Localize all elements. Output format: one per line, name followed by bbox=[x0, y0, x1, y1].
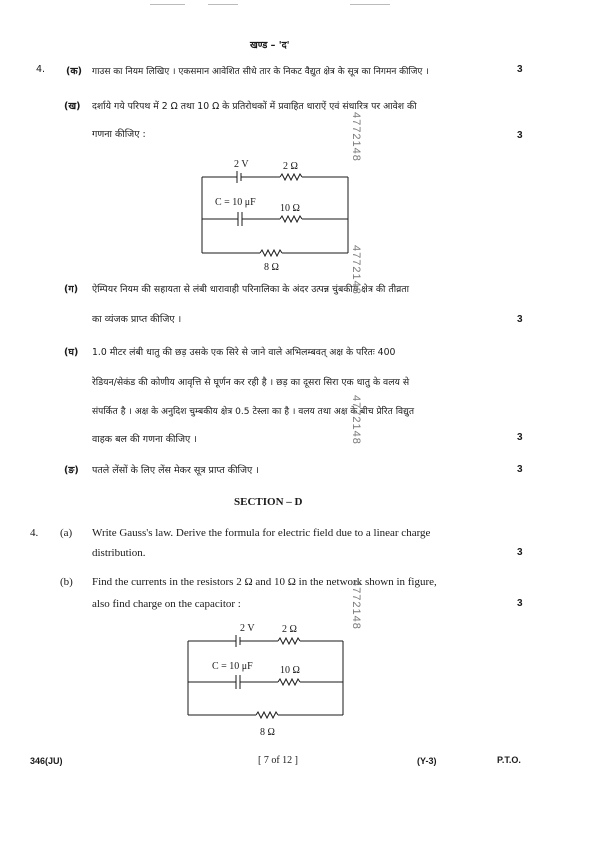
marks: 3 bbox=[517, 130, 523, 141]
scan-mark bbox=[150, 4, 185, 5]
pto-label: P.T.O. bbox=[497, 755, 521, 765]
resistor-label-8ohm: 8 Ω bbox=[260, 727, 275, 738]
battery-label: 2 V bbox=[240, 623, 255, 634]
scan-watermark: 4772148 bbox=[350, 395, 362, 445]
scan-watermark: 4772148 bbox=[350, 245, 362, 295]
resistor-label-2ohm: 2 Ω bbox=[283, 161, 298, 172]
marks: 3 bbox=[517, 464, 523, 475]
marks: 3 bbox=[517, 432, 523, 443]
question-text: ऐम्पियर नियम की सहायता से लंबी धारावाही परिनालिका के अंदर उत्पन्न चुंबकीय क्षेत्र की तीव्रता bbox=[92, 284, 410, 295]
paper-code: 346(JU) bbox=[30, 756, 63, 766]
resistor-label-10ohm: 10 Ω bbox=[280, 203, 300, 214]
page-number: [ 7 of 12 ] bbox=[258, 755, 298, 766]
marks: 3 bbox=[517, 547, 523, 558]
marks: 3 bbox=[517, 598, 523, 609]
resistor-label-10ohm: 10 Ω bbox=[280, 665, 300, 676]
question-text: पतले लेंसों के लिए लेंस मेकर सूत्र प्राप्त कीजिए । bbox=[92, 465, 259, 476]
part-label: (घ) bbox=[64, 347, 79, 358]
section-heading-hindi: खण्ड – 'द' bbox=[250, 40, 290, 51]
circuit-diagram bbox=[190, 155, 360, 280]
section-heading: SECTION – D bbox=[234, 496, 303, 508]
circuit-diagram bbox=[178, 615, 353, 740]
part-label: (क) bbox=[66, 66, 82, 77]
question-text: गणना कीजिए : bbox=[92, 129, 146, 140]
question-number: 4. bbox=[36, 64, 46, 75]
capacitor-label: C = 10 μF bbox=[215, 197, 256, 208]
question-text: Write Gauss's law. Derive the formula for electric field due to a linear charge bbox=[92, 527, 431, 539]
question-text: वाहक बल की गणना कीजिए । bbox=[92, 434, 197, 445]
part-label: (ङ) bbox=[64, 465, 79, 476]
question-text: 1.0 मीटर लंबी धातु की छड़ उसके एक सिरे से जाने वाले अभिलम्बवत् अक्ष के परितः 400 bbox=[92, 347, 396, 358]
question-text: गाउस का नियम लिखिए । एकसमान आवेशित सीधे तार के निकट वैद्युत क्षेत्र के सूत्र का निगमन कीजिए । bbox=[92, 67, 429, 77]
question-text: also find charge on the capacitor : bbox=[92, 598, 241, 610]
question-text: रेडियन/सेकंड की कोणीय आवृत्ति से घूर्णन कर रही है । छड़ का दूसरा सिरा एक धातु के वलय से bbox=[92, 377, 410, 388]
part-label: (ख) bbox=[64, 101, 81, 112]
series-code: (Y-3) bbox=[417, 756, 437, 766]
resistor-label-2ohm: 2 Ω bbox=[282, 624, 297, 635]
question-text: Find the currents in the resistors 2 Ω and 10 Ω in the network shown in figure, bbox=[92, 576, 437, 588]
part-label: (ग) bbox=[64, 284, 79, 295]
scan-watermark: 4772148 bbox=[350, 580, 362, 630]
marks: 3 bbox=[517, 64, 523, 75]
part-label: (b) bbox=[60, 576, 73, 588]
scan-mark bbox=[208, 4, 238, 5]
marks: 3 bbox=[517, 314, 523, 325]
battery-label: 2 V bbox=[234, 159, 249, 170]
question-text: दर्शाये गये परिपथ में 2 Ω तथा 10 Ω के प्रतिरोधकों में प्रवाहित धाराऐं एवं संधारित्र पर आवेश की bbox=[92, 101, 417, 112]
resistor-label-8ohm: 8 Ω bbox=[264, 262, 279, 273]
question-text: संपर्कित है । अक्ष के अनुदिश चुम्बकीय क्षेत्र 0.5 टेस्ला का है । वलय तथा अक्ष के बीच प्रेरित विद्युत bbox=[92, 407, 415, 417]
capacitor-label: C = 10 μF bbox=[212, 661, 253, 672]
scan-watermark: 4772148 bbox=[350, 112, 362, 162]
question-text: का व्यंजक प्राप्त कीजिए । bbox=[92, 314, 182, 325]
part-label: (a) bbox=[60, 527, 73, 539]
scan-mark bbox=[350, 4, 390, 5]
question-number: 4. bbox=[30, 527, 39, 539]
question-text: distribution. bbox=[92, 547, 146, 559]
